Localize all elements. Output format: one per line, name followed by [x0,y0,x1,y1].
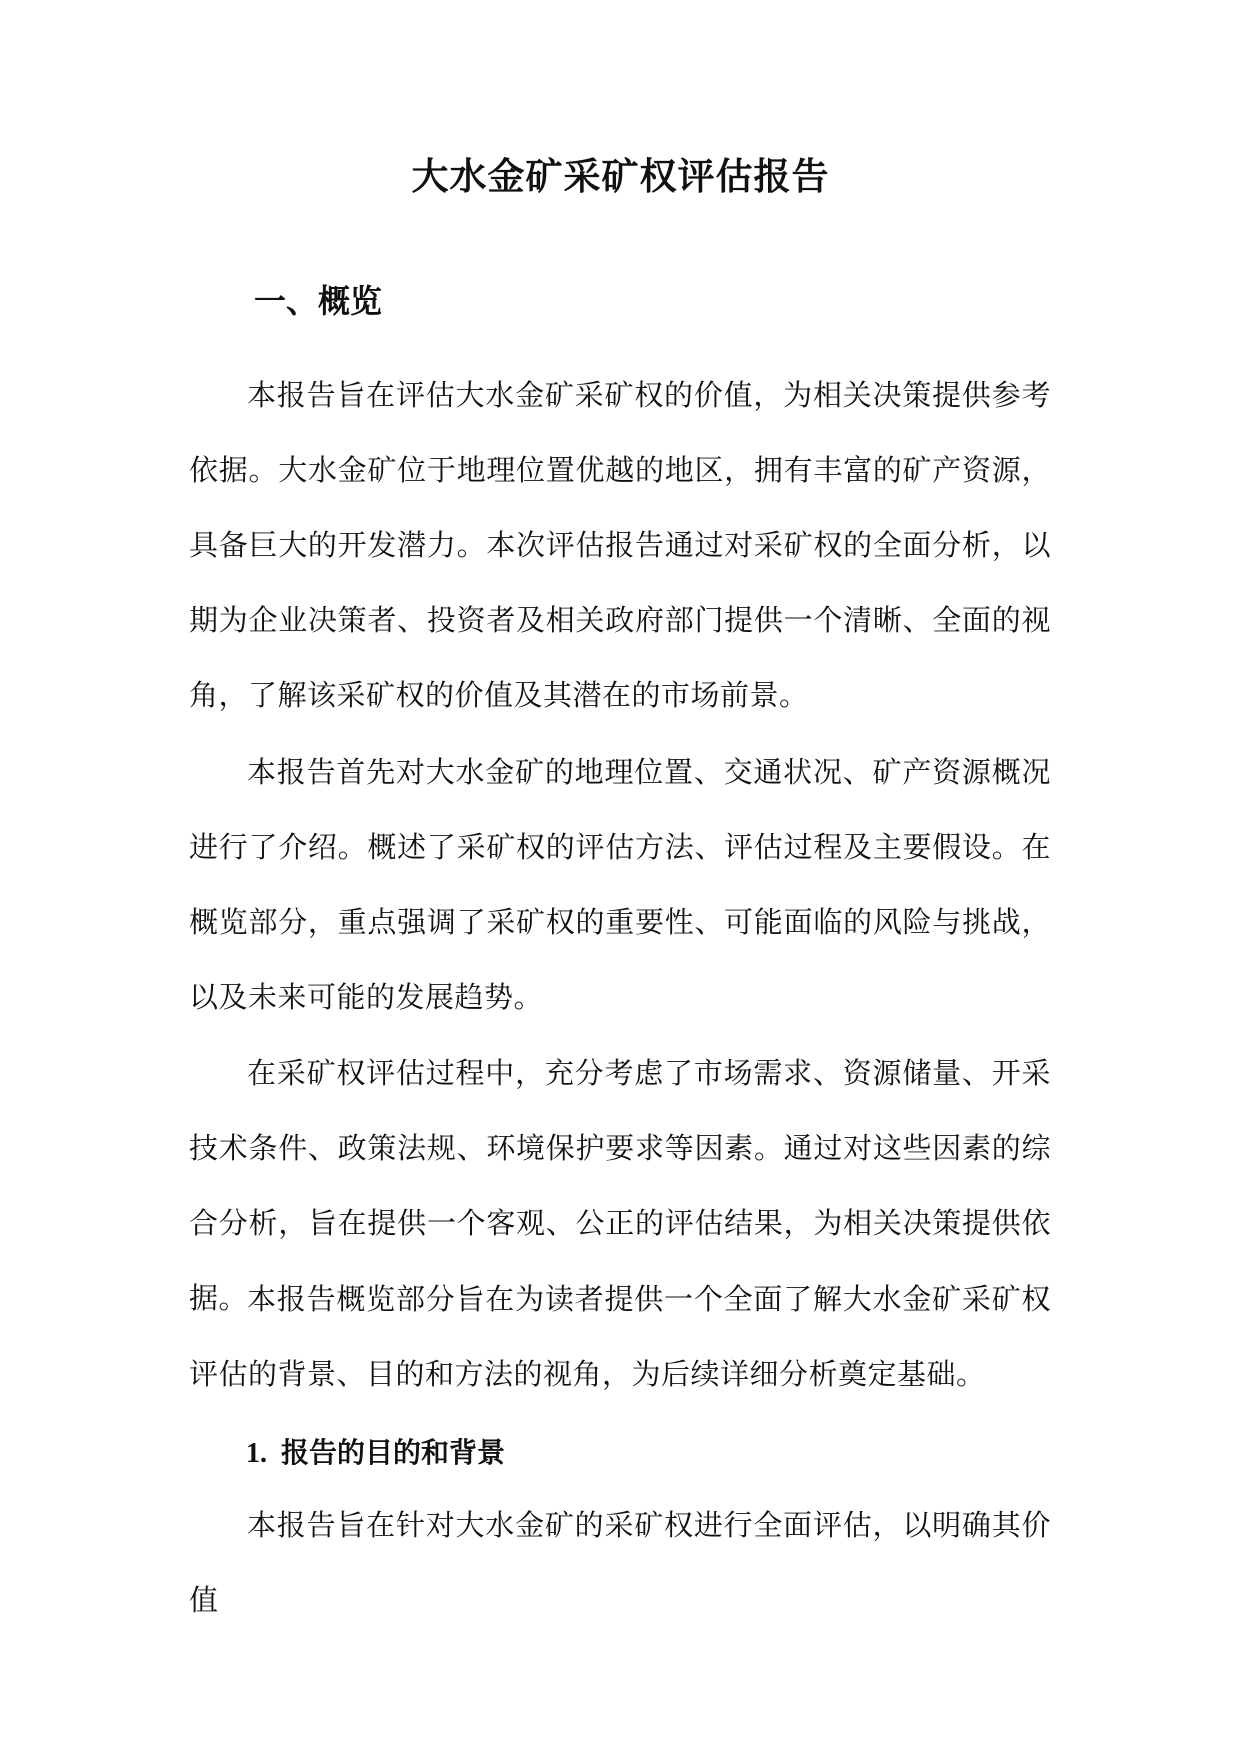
section-heading-overview: 一、概览 [254,282,383,320]
subsection-heading [246,1433,505,1474]
paragraph: 在采矿权评估过程中，充分考虑了市场需求、资源储量、开采技术条件、政策法规、环境保护要求等因素。通过对这些因素的综合分析，旨在提供一个客观、公正的评估结果，为相关决策提供依据。 [189,1056,1051,1315]
paragraph: 本报告首先对大水金矿的地理位置、交通状况、矿产资源概况进行了介绍。概述了采矿权的评估方法、评估过程及主要假设。在概览部分，重点强调了采矿权的重要性、可能面临的风险与挑战，以及未来可能的发展趋势。 [189,755,1051,1014]
paragraph: 本报告概览部分旨在为读者提供一个全面了解大水金矿采矿权评估的背景、目的和方法的视角，为后续详细分析奠定基础。 [189,1282,1051,1391]
paragraph: 本报告旨在针对大水金矿的采矿权进行全面评估，以明确其价值 [189,1508,1051,1617]
document-title: 大水金矿采矿权评估报告 [411,154,830,198]
subsection-title: 报告的目的和背景 [281,1436,506,1469]
subsection-number: 1. [246,1438,267,1469]
paragraph: 本报告旨在评估大水金矿采矿权的价值，为相关决策提供参考依据。大水金矿位于地理位置优越的地区，拥有丰富的矿产资源，具备巨大的开发潜力。本次评估报告通过对采矿权的全面分析，以期为企业决策者、投资者及相关政府部门提供一个清晰、全面的视角，了解该采矿权的价值及其潜在的市场前景。 [189,378,1051,712]
